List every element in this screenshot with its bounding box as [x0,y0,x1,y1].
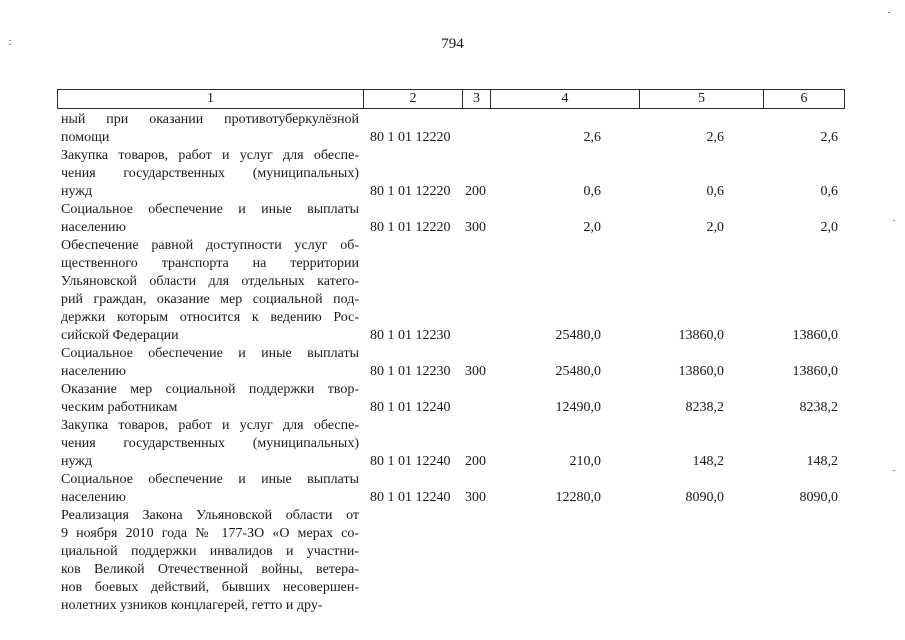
table-row [57,237,845,345]
row-value-col4: 0,6 [583,184,601,199]
scan-mark [893,470,895,471]
row-value-col4: 25480,0 [555,364,601,379]
row-value-col4: 210,0 [569,454,601,469]
header-col-3: 3 [463,90,491,108]
row-value-col6: 2,6 [820,130,838,145]
header-col-6: 6 [800,91,808,106]
description-line: держки которым относится к ведению Рос- [61,310,359,325]
row-expense-type: 200 [465,454,486,469]
row-code: 80 1 01 12220 [370,130,451,145]
description-line: Социальное обеспечение и иные выплаты [61,472,359,487]
description-line: сийской Федерации [61,328,179,343]
header-col-4: 4 [491,90,640,108]
scan-mark [9,44,11,45]
row-code: 80 1 01 12220 [370,184,451,199]
description-line: Социальное обеспечение и иные выплаты [61,346,359,361]
row-value-col6: 148,2 [806,454,838,469]
table-row [57,381,845,417]
description-line: ков Великой Отечественной войны, ветера- [61,562,359,577]
description-line: населению [61,490,126,505]
table-row [57,111,845,147]
description-line: ческим работникам [61,400,178,415]
scan-mark [888,12,890,13]
description-line: Социальное обеспечение и иные выплаты [61,202,359,217]
description-line: чения государственных (муниципальных) [61,166,359,181]
row-value-col5: 13860,0 [678,364,724,379]
description-line: населению [61,364,126,379]
row-value-col6: 8238,2 [799,400,838,415]
description-line: чения государственных (муниципальных) [61,436,359,451]
row-expense-type: 300 [465,364,486,379]
description-line: Ульяновской области для отдельных катего- [61,274,359,289]
header-col-5: 5 [640,90,764,108]
table-row [57,147,845,201]
row-code: 80 1 01 12240 [370,490,451,505]
description-line: нолетних узников концлагерей, гетто и дру- [61,598,323,613]
header-col-2: 2 [364,90,463,108]
row-code: 80 1 01 12240 [370,454,451,469]
description-line: нов боевых действий, бывших несовершен- [61,580,359,595]
description-line: нужд [61,184,93,199]
page-number: 794 [441,36,464,52]
row-value-col5: 13860,0 [678,328,724,343]
description-line: помощи [61,130,110,145]
row-code: 80 1 01 12230 [370,364,451,379]
row-value-col5: 2,0 [706,220,724,235]
description-line: Оказание мер социальной поддержки твор- [61,382,359,397]
row-code: 80 1 01 12220 [370,220,451,235]
description-line: населению [61,220,126,235]
table-row [57,201,845,237]
description-line: щественного транспорта на территории [61,256,359,271]
row-value-col5: 8090,0 [685,490,724,505]
row-value-col6: 13860,0 [792,328,838,343]
description-line: Закупка товаров, работ и услуг для обеспе- [61,148,359,163]
description-line: 9 ноября 2010 года № 177-ЗО «О мерах со- [61,526,359,541]
description-line: Реализация Закона Ульяновской области от [61,508,359,523]
table-row [57,345,845,381]
row-value-col6: 13860,0 [792,364,838,379]
row-expense-type: 200 [465,184,486,199]
row-value-col5: 2,6 [706,130,724,145]
row-value-col4: 2,0 [583,220,601,235]
description-line: циальной поддержки инвалидов и участни- [61,544,359,559]
table-row [57,507,845,615]
row-value-col4: 12280,0 [555,490,601,505]
description-line: нужд [61,454,93,469]
description-line: рий граждан, оказание мер социальной под- [61,292,359,307]
description-line: Обеспечение равной доступности услуг об- [61,238,359,253]
row-code: 80 1 01 12240 [370,400,451,415]
table-row [57,471,845,507]
row-value-col4: 2,6 [583,130,601,145]
row-expense-type: 300 [465,220,486,235]
row-value-col6: 0,6 [820,184,838,199]
header-col-1: 1 [58,90,364,108]
table-header [57,89,845,109]
row-expense-type: 300 [465,490,486,505]
scan-mark [893,220,895,221]
scan-mark [9,40,11,41]
row-value-col4: 12490,0 [555,400,601,415]
row-value-col6: 8090,0 [799,490,838,505]
table-row [57,417,845,471]
row-value-col5: 148,2 [692,454,724,469]
row-value-col5: 8238,2 [685,400,724,415]
row-value-col6: 2,0 [820,220,838,235]
row-value-col5: 0,6 [706,184,724,199]
row-value-col4: 25480,0 [555,328,601,343]
description-line: Закупка товаров, работ и услуг для обеспе- [61,418,359,433]
row-code: 80 1 01 12230 [370,328,451,343]
description-line: ный при оказании противотуберкулёзной [61,112,359,127]
